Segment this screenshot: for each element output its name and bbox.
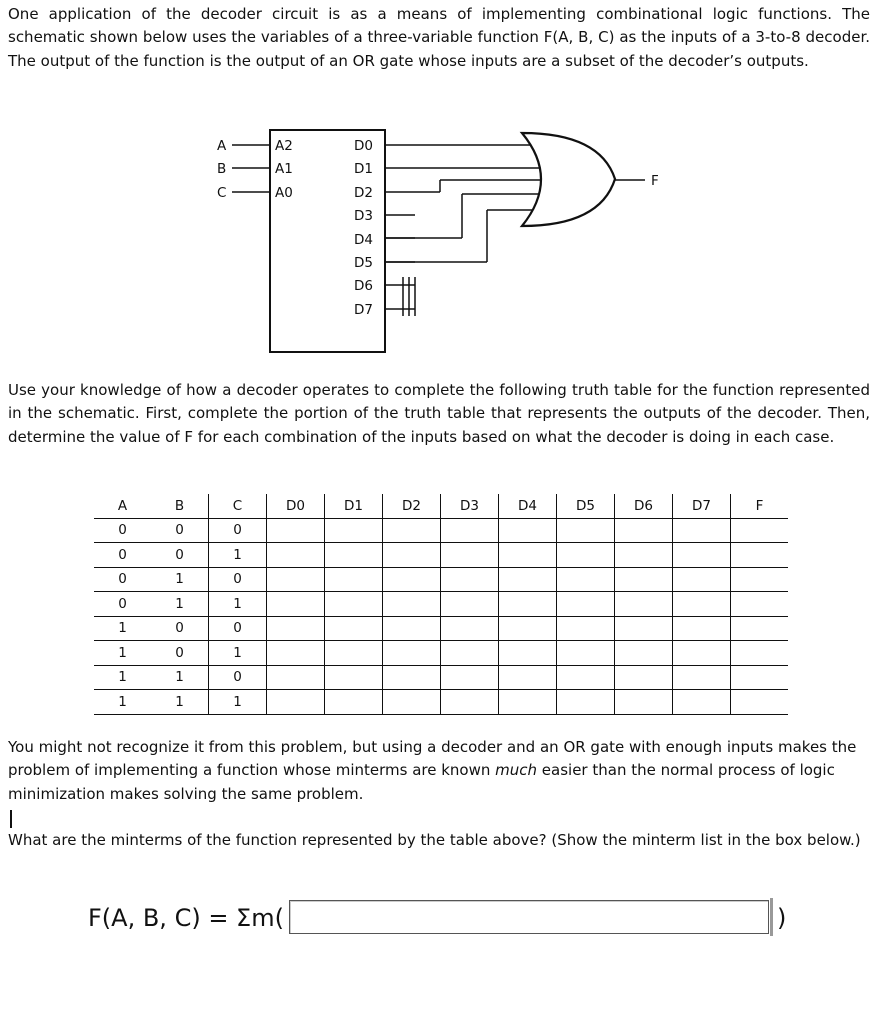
note-paragraph: You might not recognize it from this problem, but using a decoder and an OR gate with enough inputs makes the problem of implementing a function whose minterms are known much easier than the normal process of logic minimization makes solving the same problem.	[8, 738, 857, 803]
header-f: F	[731, 494, 789, 518]
decoder-input-a1: A1	[275, 161, 293, 177]
instructions-paragraph: Use your knowledge of how a decoder operates to complete the following truth table for the function represented in the schematic. First, complete the portion of the truth table that represents the outputs of the decoder. Then, determine the value of F for each combination of the inputs based on what the decoder is doing in each case.	[8, 381, 870, 446]
table-row	[94, 641, 788, 666]
header-d7: D7	[673, 494, 731, 518]
answer-cell-d0[interactable]	[267, 665, 325, 690]
decoder-output-d0: D0	[354, 138, 373, 154]
table-row	[94, 592, 788, 617]
input-cell-a: 1	[94, 616, 151, 641]
answer-cell-d5[interactable]	[557, 592, 615, 617]
input-cell-c: 0	[209, 665, 267, 690]
answer-cell-d4[interactable]	[499, 616, 557, 641]
answer-cell-d1[interactable]	[325, 592, 383, 617]
answer-cell-d0[interactable]	[267, 592, 325, 617]
answer-cell-d5[interactable]	[557, 665, 615, 690]
header-d1: D1	[325, 494, 383, 518]
header-d6: D6	[615, 494, 673, 518]
answer-cell-d3[interactable]	[441, 641, 499, 666]
answer-cell-d4[interactable]	[499, 690, 557, 715]
input-cell-a: 1	[94, 641, 151, 666]
input-cell-b: 1	[151, 690, 209, 715]
answer-cell-d0[interactable]	[267, 543, 325, 568]
answer-cell-d2[interactable]	[383, 567, 441, 592]
answer-cell-d1[interactable]	[325, 567, 383, 592]
input-cell-b: 0	[151, 543, 209, 568]
table-row	[94, 518, 788, 543]
answer-cell-d4[interactable]	[499, 543, 557, 568]
decoder-output-d2: D2	[354, 185, 373, 201]
input-cell-c: 1	[209, 641, 267, 666]
input-cell-c: 1	[209, 543, 267, 568]
answer-cell-d7[interactable]	[673, 616, 731, 641]
answer-cell-f[interactable]	[731, 543, 789, 568]
answer-cell-d1[interactable]	[325, 543, 383, 568]
input-cell-a: 0	[94, 592, 151, 617]
answer-cell-d1[interactable]	[325, 616, 383, 641]
answer-cell-d4[interactable]	[499, 567, 557, 592]
answer-cell-d3[interactable]	[441, 616, 499, 641]
answer-cell-d7[interactable]	[673, 567, 731, 592]
answer-cell-d7[interactable]	[673, 592, 731, 617]
minterm-equation-label: F(A, B, C) = Σm(	[88, 904, 284, 932]
header-c: C	[209, 494, 267, 518]
answer-cell-f[interactable]	[731, 641, 789, 666]
input-cell-c: 0	[209, 567, 267, 592]
answer-cell-d5[interactable]	[557, 567, 615, 592]
table-row	[94, 543, 788, 568]
header-d5: D5	[557, 494, 615, 518]
answer-cell-d7[interactable]	[673, 543, 731, 568]
decoder-output-d3: D3	[354, 208, 373, 224]
answer-cell-d6[interactable]	[615, 665, 673, 690]
decoder-input-a2: A2	[275, 138, 293, 154]
table-row	[94, 690, 788, 715]
answer-cell-d2[interactable]	[383, 616, 441, 641]
answer-cell-d5[interactable]	[557, 690, 615, 715]
input-cell-b: 0	[151, 518, 209, 543]
output-label-f: F	[651, 173, 659, 189]
decoder-output-d5: D5	[354, 255, 373, 271]
answer-cell-d1[interactable]	[325, 518, 383, 543]
answer-cell-d1[interactable]	[325, 690, 383, 715]
answer-cell-d2[interactable]	[383, 641, 441, 666]
answer-cell-d0[interactable]	[267, 641, 325, 666]
truth-table-header	[94, 494, 788, 518]
decoder-output-d7: D7	[354, 302, 373, 318]
answer-cell-d3[interactable]	[441, 592, 499, 617]
answer-cell-f[interactable]	[731, 592, 789, 617]
input-cell-a: 0	[94, 567, 151, 592]
input-cell-b: 0	[151, 616, 209, 641]
answer-cell-d2[interactable]	[383, 543, 441, 568]
answer-cell-d2[interactable]	[383, 690, 441, 715]
truth-table	[94, 494, 788, 715]
answer-cell-d2[interactable]	[383, 665, 441, 690]
answer-cell-d3[interactable]	[441, 518, 499, 543]
answer-cell-d2[interactable]	[383, 518, 441, 543]
header-a: A	[94, 494, 151, 518]
answer-cell-d5[interactable]	[557, 616, 615, 641]
answer-cell-f[interactable]	[731, 690, 789, 715]
input-cell-a: 0	[94, 543, 151, 568]
text-cursor	[10, 810, 12, 828]
question-paragraph: What are the minterms of the function represented by the table above? (Show the minterm list in the box below.)	[8, 831, 861, 849]
answer-cell-d3[interactable]	[441, 543, 499, 568]
input-cell-c: 1	[209, 690, 267, 715]
answer-cell-d2[interactable]	[383, 592, 441, 617]
intro-paragraph: One application of the decoder circuit is as a means of implementing combinational logic functions. The schematic shown below uses the variables of a three-variable function F(A, B, C) as the inputs of a 3-to-8 decoder. The output of the function is the output of an OR gate whose inputs are a subset of the decoder’s outputs.	[8, 5, 871, 70]
input-cell-c: 1	[209, 592, 267, 617]
answer-cell-d7[interactable]	[673, 665, 731, 690]
answer-cell-d5[interactable]	[557, 518, 615, 543]
table-row	[94, 616, 788, 641]
answer-cell-d0[interactable]	[267, 690, 325, 715]
table-row	[94, 567, 788, 592]
answer-cell-f[interactable]	[731, 616, 789, 641]
header-d2: D2	[383, 494, 441, 518]
answer-cell-f[interactable]	[731, 518, 789, 543]
answer-cell-d6[interactable]	[615, 690, 673, 715]
answer-cell-d4[interactable]	[499, 518, 557, 543]
answer-cell-d0[interactable]	[267, 567, 325, 592]
answer-cell-d6[interactable]	[615, 518, 673, 543]
input-cell-a: 1	[94, 690, 151, 715]
decoder-output-d6: D6	[354, 278, 373, 294]
input-cell-c: 0	[209, 518, 267, 543]
answer-cell-d3[interactable]	[441, 567, 499, 592]
decoder-output-d4: D4	[354, 232, 373, 248]
answer-cell-d7[interactable]	[673, 518, 731, 543]
decoder-output-d1: D1	[354, 161, 373, 177]
answer-cell-d4[interactable]	[499, 592, 557, 617]
answer-cell-d6[interactable]	[615, 592, 673, 617]
input-cell-c: 0	[209, 616, 267, 641]
input-label-c: C	[217, 185, 227, 201]
answer-cell-d1[interactable]	[325, 641, 383, 666]
input-cell-b: 0	[151, 641, 209, 666]
answer-cell-d6[interactable]	[615, 543, 673, 568]
input-cell-a: 1	[94, 665, 151, 690]
answer-cell-d3[interactable]	[441, 665, 499, 690]
header-d0: D0	[267, 494, 325, 518]
answer-cell-d5[interactable]	[557, 641, 615, 666]
answer-cell-d7[interactable]	[673, 641, 731, 666]
input-label-b: B	[217, 161, 227, 177]
input-cell-a: 0	[94, 518, 151, 543]
decoder-input-a0: A0	[275, 185, 293, 201]
answer-cell-f[interactable]	[731, 665, 789, 690]
table-row	[94, 665, 788, 690]
answer-cell-d1[interactable]	[325, 665, 383, 690]
answer-cell-d4[interactable]	[499, 665, 557, 690]
answer-cell-d4[interactable]	[499, 641, 557, 666]
minterm-input[interactable]	[289, 900, 769, 934]
input-cell-b: 1	[151, 567, 209, 592]
answer-cell-d3[interactable]	[441, 690, 499, 715]
input-cell-b: 1	[151, 665, 209, 690]
input-cell-b: 1	[151, 592, 209, 617]
answer-cell-f[interactable]	[731, 567, 789, 592]
header-b: B	[151, 494, 209, 518]
closing-paren: )	[777, 904, 787, 932]
answer-cell-d6[interactable]	[615, 616, 673, 641]
answer-cell-d0[interactable]	[267, 518, 325, 543]
answer-cell-d5[interactable]	[557, 543, 615, 568]
answer-cell-d7[interactable]	[673, 690, 731, 715]
answer-cell-d6[interactable]	[615, 641, 673, 666]
decoder-schematic	[0, 0, 895, 370]
answer-cell-d6[interactable]	[615, 567, 673, 592]
answer-cell-d0[interactable]	[267, 616, 325, 641]
input-edge	[770, 898, 773, 936]
header-d4: D4	[499, 494, 557, 518]
header-d3: D3	[441, 494, 499, 518]
input-label-a: A	[217, 138, 227, 154]
